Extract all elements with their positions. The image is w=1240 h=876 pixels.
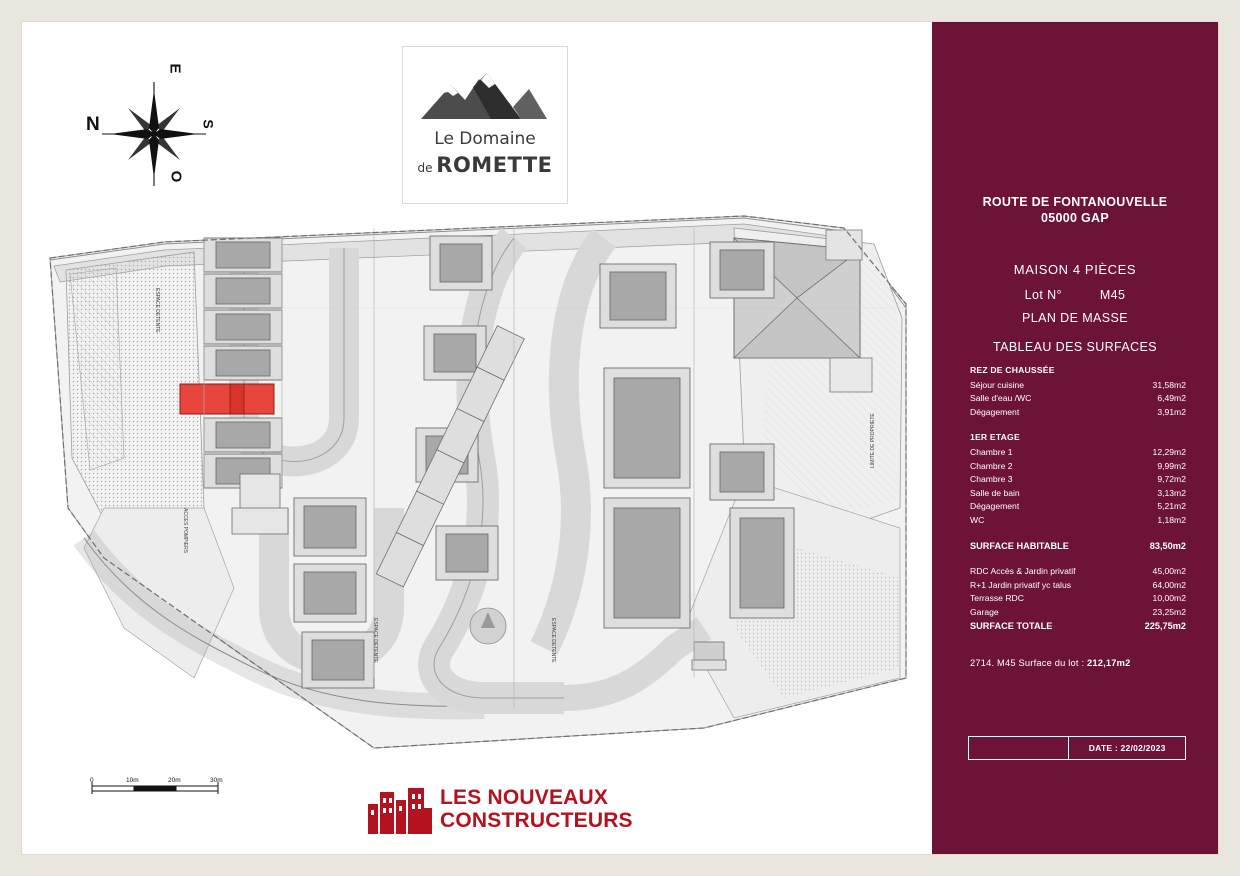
habitable-row [970, 540, 1186, 554]
address-line-2: 05000 GAP [1040, 211, 1110, 225]
lot-number-line [932, 288, 1218, 302]
table-row [970, 579, 1186, 593]
scale-bar-graphic [90, 774, 250, 800]
row-label: Salle d'eau /WC [970, 393, 1032, 404]
row-value: 9,99m2 [1157, 460, 1186, 471]
total-row [970, 620, 1186, 634]
map-label: ACCES POMPIERS [182, 508, 188, 554]
compass-rose [84, 64, 224, 204]
date-box-empty-cell [969, 737, 1069, 759]
row-value: 45,00m2 [1152, 566, 1186, 577]
row-value: 12,29m2 [1152, 446, 1186, 457]
compass-label-west: O [167, 170, 185, 183]
divider [970, 553, 1186, 565]
row-label: Terrasse RDC [970, 593, 1024, 604]
scale-tick-0: 0 [90, 777, 94, 784]
builder-logo [352, 782, 652, 838]
site-plan-map[interactable] [44, 208, 912, 768]
group-title-etage: 1ER ETAGE [970, 432, 1020, 443]
table-row [970, 379, 1186, 393]
project-logo [402, 46, 568, 204]
scale-tick-10: 10m [126, 777, 139, 784]
table-row [970, 592, 1186, 606]
builder-line-2: CONSTRUCTEURS [440, 809, 633, 832]
table-row [970, 487, 1186, 501]
lot-value: M45 [1099, 288, 1126, 302]
row-label: Chambre 1 [970, 446, 1013, 457]
row-value: 9,72m2 [1157, 474, 1186, 485]
builder-line-1: LES NOUVEAUX [440, 786, 609, 809]
compass-label-north: N [86, 114, 100, 135]
divider [970, 419, 1186, 431]
map-label: ESPACE DETENTE [372, 618, 378, 663]
lot-label: Lot N° [1024, 288, 1062, 302]
date-box [968, 736, 1186, 760]
row-value: 23,25m2 [1152, 606, 1186, 617]
row-label: Garage [970, 606, 999, 617]
row-value: 10,00m2 [1152, 593, 1186, 604]
group-title-rdc: REZ DE CHAUSSÉE [970, 365, 1055, 375]
row-value: 3,91m2 [1157, 406, 1186, 417]
site-plan-drawing[interactable] [44, 208, 912, 768]
project-address [932, 194, 1218, 226]
map-label: ESPACE DETENTE [550, 618, 556, 663]
mountain-icon [417, 67, 553, 123]
table-row [970, 514, 1186, 528]
table-row [970, 565, 1186, 579]
lot-surface-line [970, 658, 1200, 668]
row-value: 31,58m2 [1152, 379, 1186, 390]
info-panel [932, 22, 1218, 854]
row-label: RDC Accès & Jardin privatif [970, 566, 1076, 577]
scale-tick-30: 30m [210, 777, 223, 784]
compass-label-east: E [166, 63, 184, 74]
row-value: 6,49m2 [1157, 393, 1186, 404]
compass-icon [84, 64, 224, 204]
logo-line-2-name: ROMETTE [436, 153, 553, 177]
row-label: R+1 Jardin privatif yc talus [970, 579, 1072, 590]
row-value: 64,00m2 [1152, 579, 1186, 590]
surface-table [970, 364, 1186, 633]
row-label: Séjour cuisine [970, 379, 1024, 390]
table-row [970, 606, 1186, 620]
highlighted-lot-m45[interactable] [180, 384, 274, 414]
row-label: Chambre 3 [970, 474, 1013, 485]
habitable-value: 83,50m2 [1149, 540, 1186, 551]
row-label: Salle de bain [970, 487, 1020, 498]
lot-surface-value: 212,17m2 [1087, 658, 1131, 668]
row-value: 3,13m2 [1157, 487, 1186, 498]
date-value: DATE : 22/02/2023 [1088, 743, 1166, 753]
row-label: Dégagement [970, 406, 1020, 417]
habitable-label: SURFACE HABITABLE [970, 540, 1069, 551]
row-label: Dégagement [970, 501, 1020, 512]
total-label: SURFACE TOTALE [970, 620, 1053, 631]
table-row [970, 446, 1186, 460]
table-row [970, 460, 1186, 474]
logo-line-2 [403, 153, 567, 177]
house-type: MAISON 4 PIÈCES [1013, 262, 1137, 277]
map-label: ESPACE DETENTE [154, 288, 160, 333]
table-row [970, 392, 1186, 406]
scale-bar [90, 774, 250, 800]
table-row [970, 500, 1186, 514]
document-sheet [22, 22, 1218, 854]
logo-line-1: Le Domaine [434, 129, 536, 149]
logo-line-2-prefix: de [417, 161, 437, 175]
surface-table-title: TABLEAU DES SURFACES [992, 340, 1158, 354]
row-value: 1,18m2 [1157, 514, 1186, 525]
buildings-icon [366, 786, 434, 836]
divider [970, 528, 1186, 540]
table-row [970, 406, 1186, 420]
map-label: LIMITE DE PROPRIETE [870, 413, 876, 468]
table-row [970, 473, 1186, 487]
row-label: Chambre 2 [970, 460, 1013, 471]
plan-type-label: PLAN DE MASSE [1022, 311, 1128, 325]
total-value: 225,75m2 [1144, 620, 1186, 631]
lot-surface-ref: 2714. M45 Surface du lot : [970, 658, 1088, 668]
row-value: 5,21m2 [1157, 501, 1186, 512]
compass-label-south: S [200, 119, 217, 129]
address-line-1: ROUTE DE FONTANOUVELLE [982, 195, 1168, 209]
row-label: WC [970, 514, 985, 525]
scale-tick-20: 20m [168, 777, 181, 784]
